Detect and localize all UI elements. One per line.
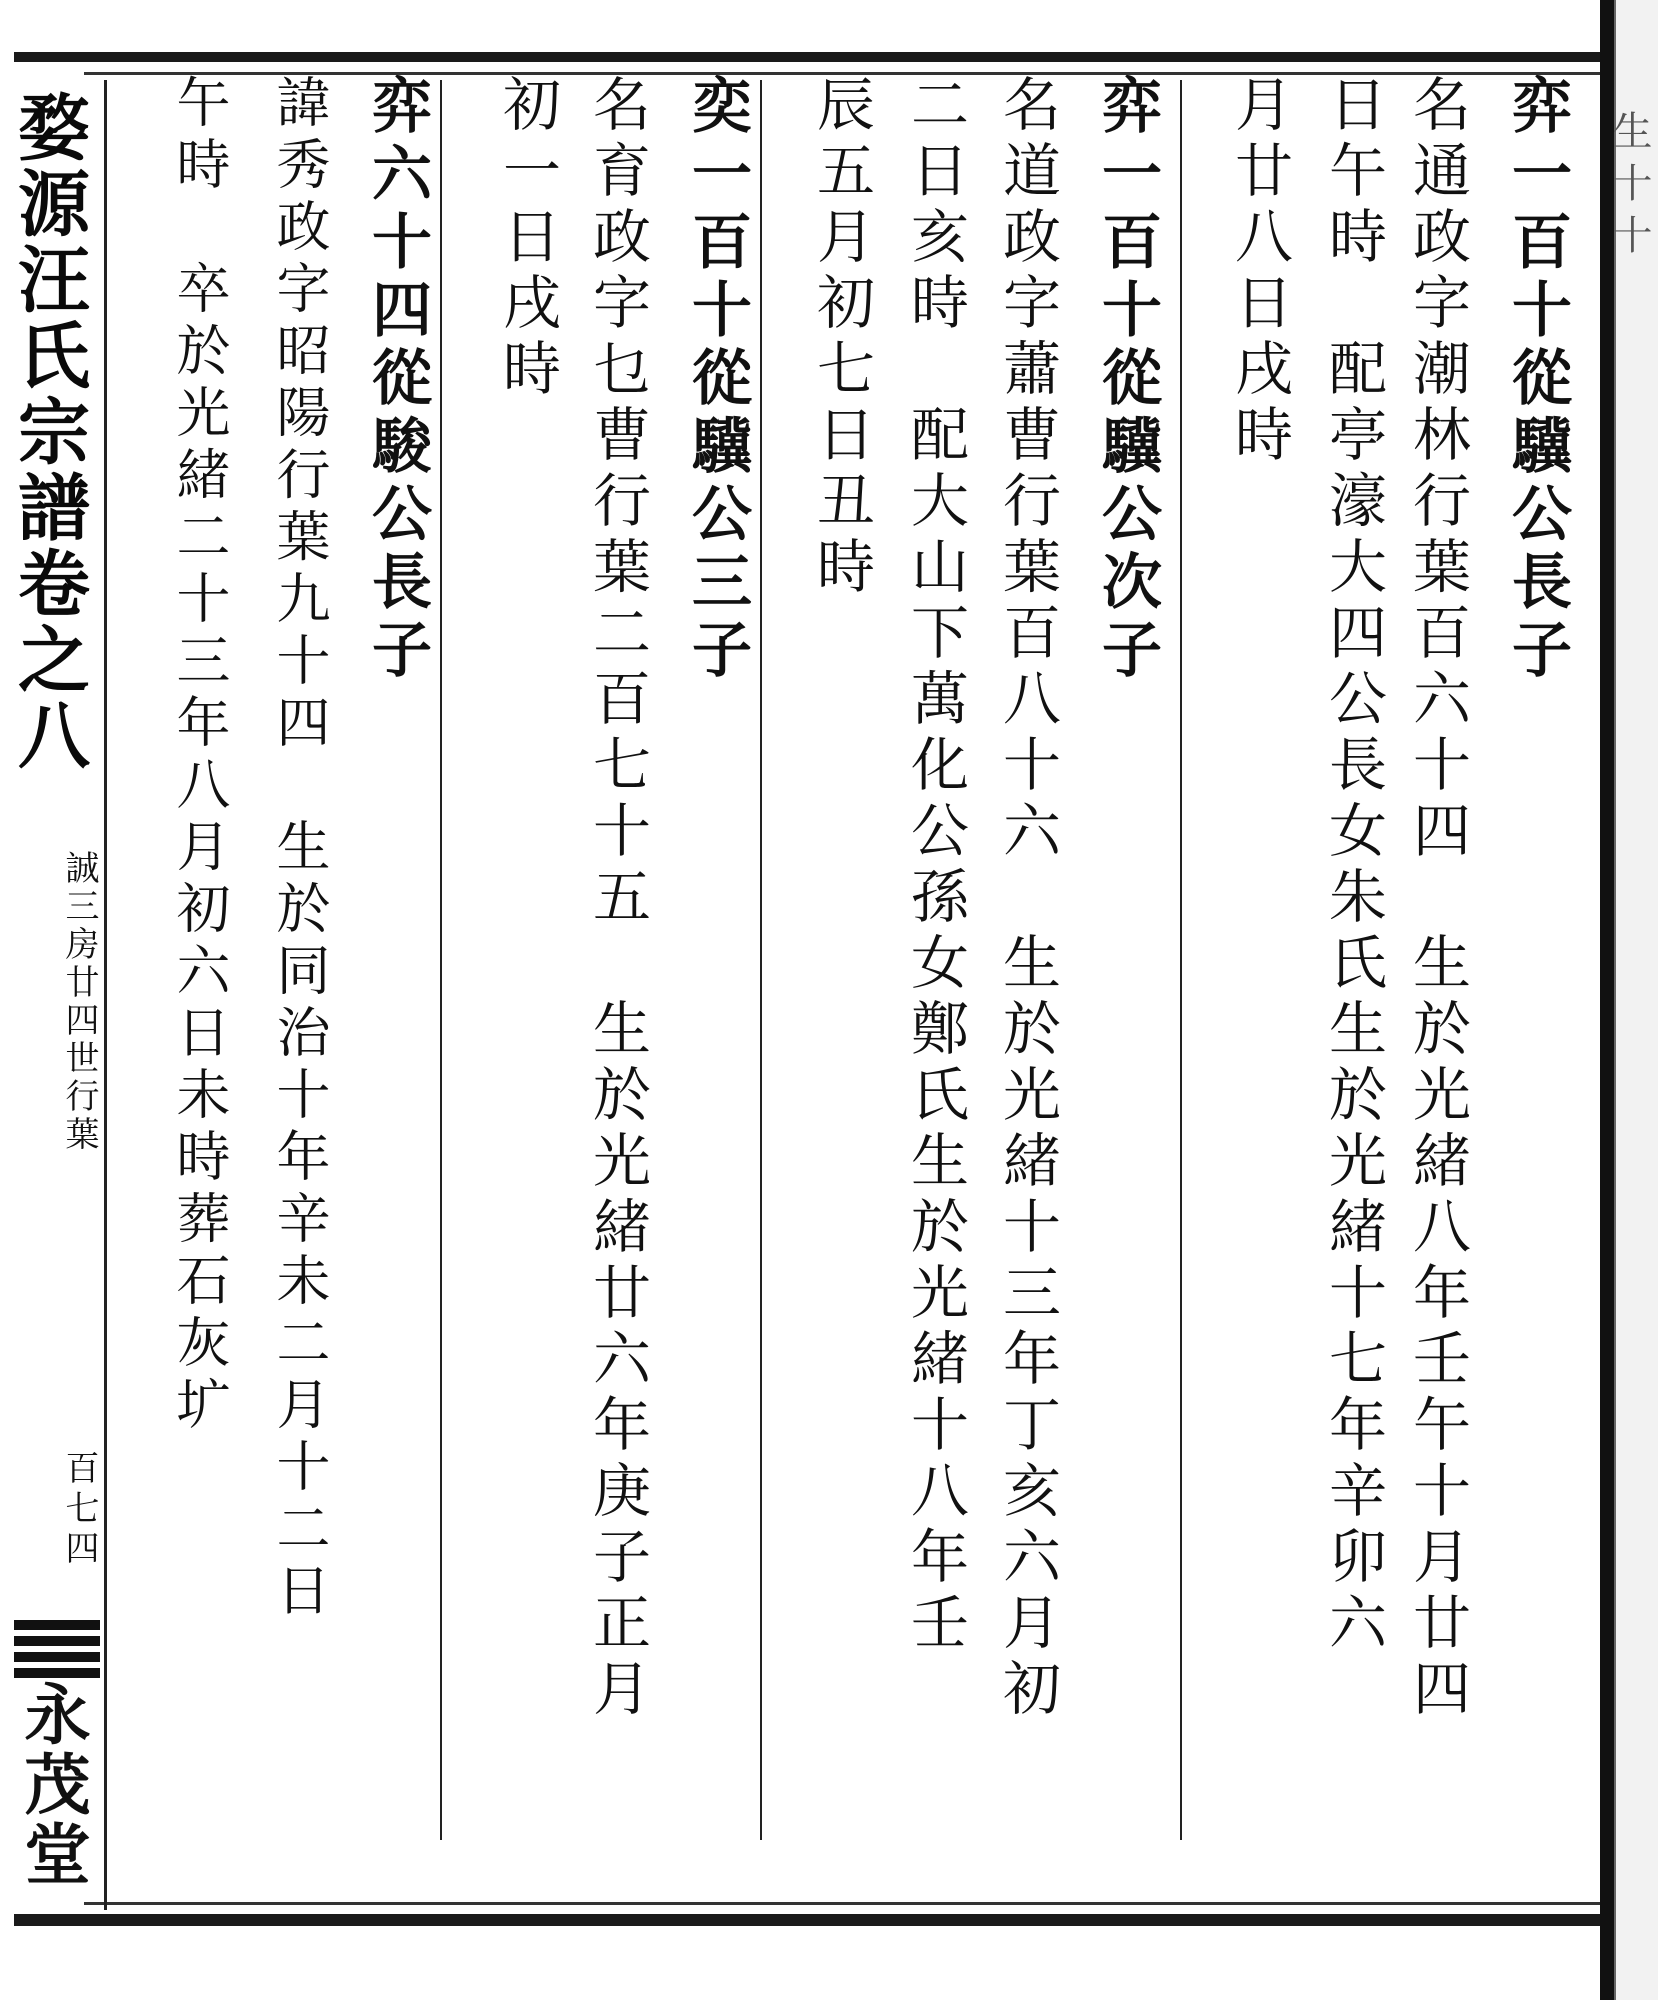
top-border — [14, 52, 1604, 62]
entry-line: 名通政字潮林行葉百六十四 生於光緒八年壬午十月廿四 — [1403, 74, 1471, 1724]
entry-line: 名育政字乜曹行葉二百七十五 生於光緒廿六年庚子正月 — [583, 74, 651, 1724]
genealogy-title: 婺源汪氏宗譜卷之八 — [6, 90, 91, 774]
entry-line: 月廿八日戌時 — [1225, 74, 1293, 470]
hall-name: 永茂堂 — [13, 1680, 91, 1890]
entry-line: 二日亥時 配大山下萬化公孫女鄭氏生於光緒十八年壬 — [901, 74, 969, 1658]
adjacent-page-sliver — [1606, 0, 1658, 2000]
entry-line: 辰五月初七日丑時 — [807, 74, 875, 602]
column-divider — [1180, 80, 1182, 1840]
entry-heading-3: 奕一百十從驥公三子 — [682, 74, 752, 686]
entry-heading-4: 弈六十四從駿公長子 — [362, 74, 432, 686]
adjacent-page-text: 生十十 — [1606, 110, 1652, 266]
page-number: 百七四 — [59, 1450, 99, 1570]
bottom-border-inner — [84, 1902, 1604, 1905]
bottom-border — [14, 1914, 1604, 1926]
gutter-stripes — [14, 1620, 100, 1680]
entry-line: 諱秀政字昭陽行葉九十四 生於同治十年辛未二月十二日 — [268, 74, 331, 1624]
entry-line: 日午時 配亭濠大四公長女朱氏生於光緒十七年辛卯六 — [1319, 74, 1387, 1658]
branch-note: 誠三房廿四世行葉 — [59, 850, 99, 1154]
gutter-column — [6, 80, 107, 1910]
column-divider — [440, 80, 442, 1840]
entry-heading-2: 弈一百十從驥公次子 — [1092, 74, 1162, 686]
column-divider — [760, 80, 762, 1840]
entry-line: 名道政字蕭曹行葉百八十六 生於光緒十三年丁亥六月初 — [993, 74, 1061, 1724]
entry-line: 初一日戌時 — [493, 74, 561, 404]
binding-edge — [1600, 0, 1614, 2000]
entry-heading-1: 弈一百十從驥公長子 — [1502, 74, 1572, 686]
entry-line: 午時 卒於光緒二十三年八月初六日未時葬石灰圹 — [168, 74, 231, 1438]
